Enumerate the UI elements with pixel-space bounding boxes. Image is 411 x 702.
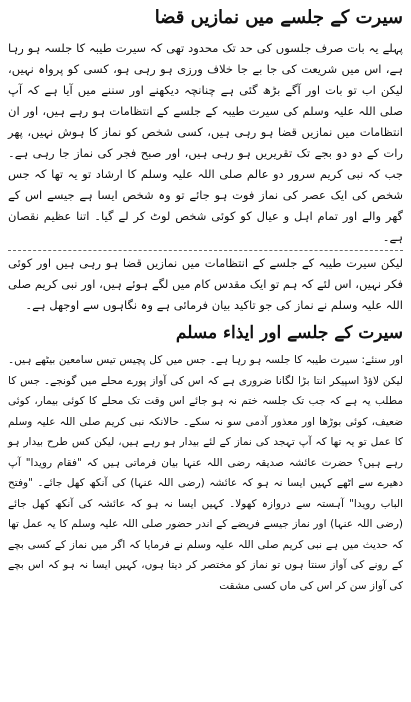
paragraph: لیکن سیرت طیبہ کے جلسے کے انتظامات میں نمازیں قضا ہو رہی ہیں اور کوئی فکر نہیں، اس لئے کہ ہم تو ایک مقدس کام میں لگے ہوئے ہیں، اور نبی کریم صلی اللہ علیہ وسلم نے نماز کی جو تاکید بیان فرمائی ہے وہ نگاہوں سے اوجھل ہے۔: [8, 256, 403, 312]
page-title: سیرت کے جلسے میں نمازیں قضا: [154, 7, 403, 28]
dashed-divider: [8, 250, 403, 251]
section-heading: سیرت کے جلسے اور ایذاء مسلم: [175, 323, 403, 343]
paragraph: اور سنئے: سیرت طیبہ کا جلسہ ہو رہا ہے۔ جس میں کل پچیس تیس سامعین بیٹھے ہیں۔ لیکن لاؤڈ اسپیکر انتا بڑا لگانا ضروری ہے کہ اس کی آواز پورے محلے میں گونجے۔ جس کا مطلب یہ ہے کہ جب تک جلسہ ختم نہ ہو جائے اس وقت تک محلے کا کوئی بیمار، کوئی ضعیف، کوئی بوڑھا اور معذور آدمی سو نہ سکے۔ حالانکہ نبی کریم صلی اللہ علیہ وسلم کا عمل تو یہ تھا کہ آپ تہجد کی نماز کے لئے بیدار ہو رہے ہیں، لیکن کس طرح بیدار ہو رہے ہیں؟ حضرت عائشہ صدیقہ رضی اللہ عنہا بیان فرماتی ہیں کہ "فقام رویدا" آپ دھیرے سے اٹھے کہیں ایسا نہ ہو کہ عائشہ (رضی اللہ عنہا) کی آنکھ کھل جائے۔ "وفتح الباب رویدا" آہستہ سے دروازہ کھولا۔ کہیں ایسا نہ ہو کہ عائشہ کی آنکھ کھل جائے (رضی اللہ عنہا) اور نماز جیسے فریضے کے اندر حضور صلی اللہ علیہ وسلم کا یہ عمل تھا کہ حدیث میں ہے نبی کریم صلی اللہ علیہ وسلم نے فرمایا کہ اگر میں نماز کے کسی بچے کے رونے کی آواز سنتا ہوں تو نماز کو مختصر کر دیتا ہوں، کہیں ایسا نہ ہو کہ اس بچے کی آواز سن کر اس کی ماں کسی مشقت: [8, 354, 403, 592]
paragraph: پہلے یہ بات صرف جلسوں کی حد تک محدود تھی کہ سیرت طیبہ کا جلسہ ہو رہا ہے، اس میں شریعت کی جا بے جا خلاف ورزی ہو رہی ہو، کسی کو پرواہ نہیں، لیکن اب تو بات اور آگے بڑھ گئی ہے چنانچہ دیکھنے اور سننے میں آیا ہے کہ آپ صلی اللہ علیہ وسلم کی سیرت طیبہ کے جلسے کے انتظامات ہو رہے ہیں، اور ان انتظامات میں نمازیں قضا ہو رہی ہیں، کسی شخص کو نماز کا ہوش نہیں، پھر رات کے دو دو بجے تک تقریریں ہو رہی ہیں، اور صبح فجر کی نماز جا رہی ہے۔ جب کہ نبی کریم سرور دو عالم صلی اللہ علیہ وسلم کا ارشاد تو یہ تھا کہ جس شخص کی ایک عصر کی نماز فوت ہو جائے تو وہ شخص ایسا ہے جیسے اس کے گھر والے اور تمام اہل و عیال کو کوئی شخص لوٹ کر لے گیا۔ اتنا عظیم نقصان ہے۔: [8, 41, 403, 244]
